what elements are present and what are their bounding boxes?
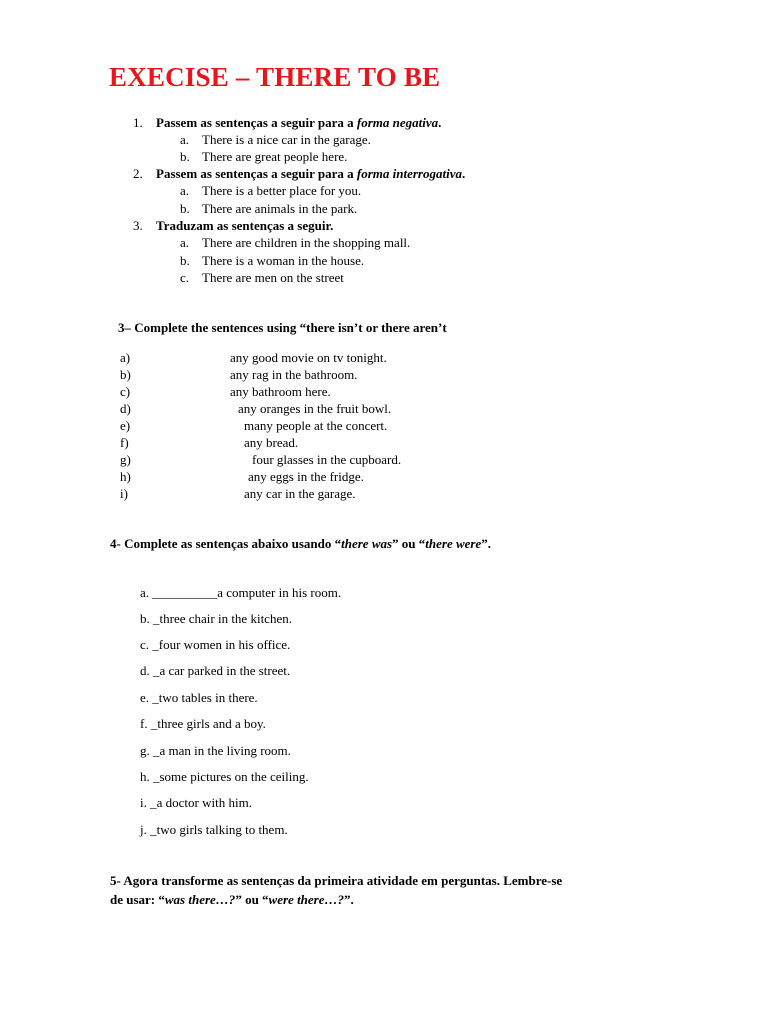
fill-in-row: i. _a doctor with him. xyxy=(140,795,252,810)
section-3-heading: 3– Complete the sentences using “there isn’t or there aren’t xyxy=(118,320,447,335)
list-number: 1. xyxy=(133,115,143,130)
fill-in-row: b. _three chair in the kitchen. xyxy=(140,611,292,626)
row-text: any bread. xyxy=(244,435,299,450)
fill-in-row: e. _two tables in there. xyxy=(140,690,258,705)
sentence-text: There is a nice car in the garage. xyxy=(202,132,371,147)
list-number: 3. xyxy=(133,218,143,233)
instruction-text: Passem as sentenças a seguir para a forma negativa. xyxy=(156,115,442,130)
row-label: f) xyxy=(120,435,129,450)
sub-label: b. xyxy=(180,253,190,268)
instruction-text: Traduzam as sentenças a seguir. xyxy=(156,218,334,233)
sub-label: b. xyxy=(180,149,190,164)
fill-in-row: g. _a man in the living room. xyxy=(140,743,291,758)
row-text: any oranges in the fruit bowl. xyxy=(238,401,392,416)
sub-label: a. xyxy=(180,132,190,147)
row-text: four glasses in the cupboard. xyxy=(252,452,402,467)
sub-label: c. xyxy=(180,270,190,285)
page-title: EXECISE – THERE TO BE xyxy=(109,62,441,92)
sub-label: b. xyxy=(180,201,190,216)
row-label: c) xyxy=(120,384,131,399)
section-5-heading-line2: de usar: “was there…?” ou “were there…?”. xyxy=(110,892,354,907)
fill-in-row: d. _a car parked in the street. xyxy=(140,663,291,678)
fill-in-row: c. _four women in his office. xyxy=(140,637,291,652)
row-text: any good movie on tv tonight. xyxy=(230,350,387,365)
row-label: a) xyxy=(120,350,131,365)
row-label: b) xyxy=(120,367,131,382)
row-label: i) xyxy=(120,486,128,501)
row-text: any eggs in the fridge. xyxy=(248,469,364,484)
row-text: any rag in the bathroom. xyxy=(230,367,358,382)
sub-label: a. xyxy=(180,183,190,198)
sentence-text: There is a woman in the house. xyxy=(202,253,365,268)
instruction-text: Passem as sentenças a seguir para a forma interrogativa. xyxy=(156,166,466,181)
row-label: h) xyxy=(120,469,131,484)
row-label: g) xyxy=(120,452,131,467)
row-text: any bathroom here. xyxy=(230,384,331,399)
fill-in-row: h. _some pictures on the ceiling. xyxy=(140,769,309,784)
list-number: 2. xyxy=(133,166,143,181)
row-text: many people at the concert. xyxy=(244,418,388,433)
sentence-text: There is a better place for you. xyxy=(202,183,362,198)
fill-in-row: j. _two girls talking to them. xyxy=(140,822,288,837)
section-5-heading-line1: 5- Agora transforme as sentenças da primeira atividade em perguntas. Lembre-se xyxy=(110,873,563,888)
row-label: d) xyxy=(120,401,131,416)
section-4-heading: 4- Complete as sentenças abaixo usando “there was” ou “there were”. xyxy=(110,536,491,551)
sentence-text: There are men on the street xyxy=(202,270,344,285)
sentence-text: There are great people here. xyxy=(202,149,348,164)
fill-in-row: a. __________a computer in his room. xyxy=(140,585,342,600)
row-label: e) xyxy=(120,418,131,433)
fill-in-row: f. _three girls and a boy. xyxy=(140,716,266,731)
sub-label: a. xyxy=(180,235,190,250)
sentence-text: There are animals in the park. xyxy=(202,201,358,216)
sentence-text: There are children in the shopping mall. xyxy=(202,235,411,250)
row-text: any car in the garage. xyxy=(244,486,356,501)
